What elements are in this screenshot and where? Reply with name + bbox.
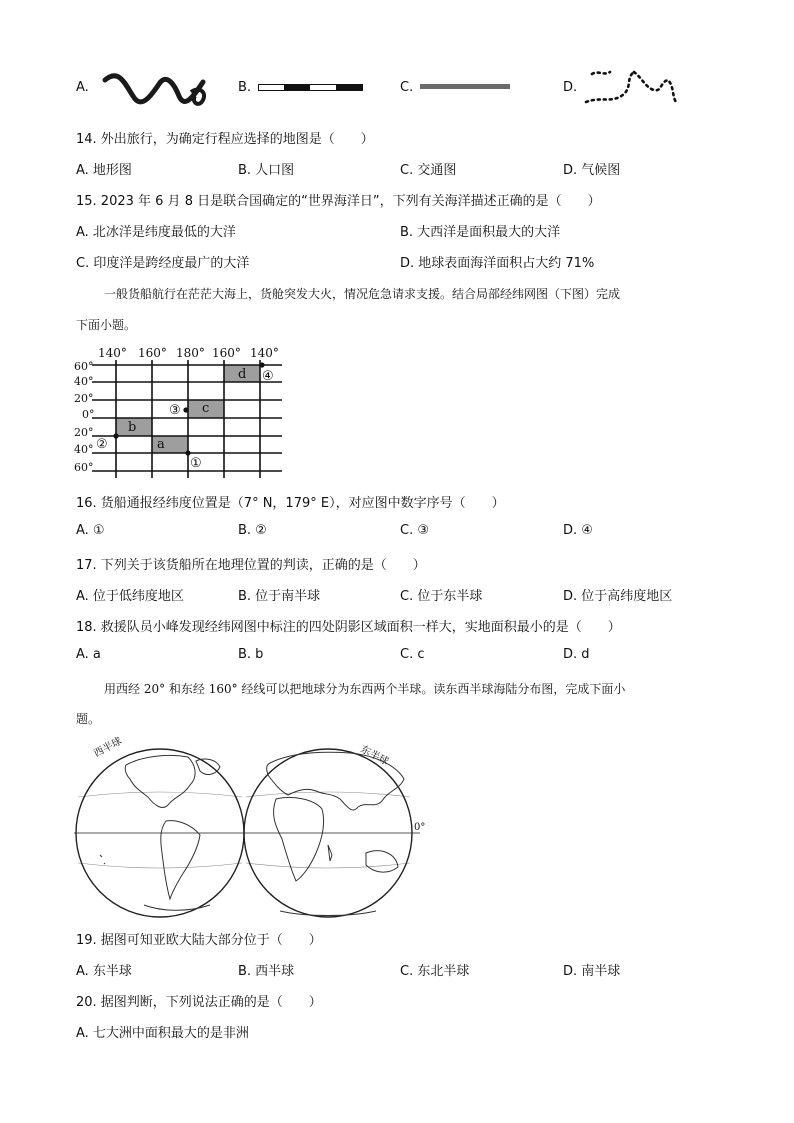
point-2: ②: [96, 437, 108, 452]
left-label-40s: 40°: [74, 443, 94, 456]
q14-stem: 14. 外出旅行，为确定行程应选择的地图是（ ）: [76, 132, 374, 147]
q19-option-c[interactable]: C. 东北半球: [400, 964, 470, 979]
q18-option-d[interactable]: D. d: [563, 647, 590, 662]
left-label-60n: 60°: [74, 360, 94, 373]
gray-bar-line-icon: [420, 83, 512, 91]
point-3: ③: [169, 403, 181, 418]
q19-option-a[interactable]: A. 东半球: [76, 964, 132, 979]
q19-option-d[interactable]: D. 南半球: [563, 964, 621, 979]
q15-option-c[interactable]: C. 印度洋是跨经度最广的大洋: [76, 256, 250, 271]
q19-option-b[interactable]: B. 西半球: [238, 964, 295, 979]
line-option-d-letter[interactable]: D.: [563, 80, 578, 95]
q16-stem: 16. 货船通报经纬度位置是（7° N，179° E），对应图中数字序号（ ）: [76, 496, 505, 511]
equator-label: 0°: [414, 822, 426, 833]
q18-option-c[interactable]: C. c: [400, 647, 425, 662]
q16-option-d[interactable]: D. ④: [563, 523, 593, 538]
west-hemisphere-label: 西半球: [92, 735, 124, 760]
left-label-0: 0°: [82, 408, 95, 421]
q17-option-c[interactable]: C. 位于东半球: [400, 589, 483, 604]
region-b-label: b: [128, 420, 137, 435]
q17-option-a[interactable]: A. 位于低纬度地区: [76, 589, 184, 604]
q17-option-d[interactable]: D. 位于高纬度地区: [563, 589, 673, 604]
q14-option-c[interactable]: C. 交通图: [400, 163, 457, 178]
q15-stem: 15. 2023 年 6 月 8 日是联合国确定的“世界海洋日”，下列有关海洋描述正确的是（ ）: [76, 194, 601, 209]
q18-option-a[interactable]: A. a: [76, 647, 101, 662]
line-option-a-letter[interactable]: A.: [76, 80, 89, 95]
q20-stem: 20. 据图判断，下列说法正确的是（ ）: [76, 995, 322, 1010]
q18-stem: 18. 救援队员小峰发现经纬网图中标注的四处阴影区域面积一样大，实地面积最小的是（ ）: [76, 620, 621, 635]
point-4: ④: [262, 369, 274, 384]
top-label-160e: 160°: [212, 346, 241, 360]
left-label-20s: 20°: [74, 426, 94, 439]
q14-option-a[interactable]: A. 地形图: [76, 163, 132, 178]
passage2-line2: 题。: [76, 712, 101, 726]
wavy-thick-line-icon: [95, 66, 215, 114]
passage2-line1: 用西经 20° 和东经 160° 经线可以把地球分为东西两个半球。读东西半球海陆分布图，完成下面小: [104, 682, 626, 696]
east-hemisphere-label: 东半球: [358, 743, 391, 768]
left-label-20n: 20°: [74, 392, 94, 405]
line-option-c-letter[interactable]: C.: [400, 80, 414, 95]
region-c-label: c: [202, 401, 210, 416]
region-a-label: a: [157, 437, 165, 452]
q16-option-a[interactable]: A. ①: [76, 523, 105, 538]
top-label-180: 180°: [176, 346, 205, 360]
q18-option-b[interactable]: B. b: [238, 647, 264, 662]
top-label-140w: 140°: [98, 346, 127, 360]
left-label-40n: 40°: [74, 375, 94, 388]
passage1-line1: 一般货船航行在茫茫大海上，货舱突发大火，情况危急请求支援。结合局部经纬网图（下图）完成: [104, 287, 621, 301]
region-d-label: d: [238, 367, 247, 382]
q17-option-b[interactable]: B. 位于南半球: [238, 589, 321, 604]
q15-option-b[interactable]: B. 大西洋是面积最大的大洋: [400, 225, 561, 240]
lat-lon-grid-map: [72, 340, 288, 482]
passage1-line2: 下面小题。: [76, 318, 137, 332]
top-label-160w: 160°: [138, 346, 167, 360]
q16-option-b[interactable]: B. ②: [238, 523, 267, 538]
q15-option-a[interactable]: A. 北冰洋是纬度最低的大洋: [76, 225, 236, 240]
point-1: ①: [190, 456, 202, 471]
line-option-b-letter[interactable]: B.: [238, 80, 252, 95]
q16-option-c[interactable]: C. ③: [400, 523, 429, 538]
q14-option-b[interactable]: B. 人口图: [238, 163, 295, 178]
q19-stem: 19. 据图可知亚欧大陆大部分位于（ ）: [76, 933, 322, 948]
top-label-140e: 140°: [250, 346, 279, 360]
q15-option-d[interactable]: D. 地球表面海洋面积占大约 71%: [400, 256, 595, 271]
hemispheres-map: [70, 735, 430, 925]
railway-line-icon: [258, 83, 364, 93]
q17-stem: 17. 下列关于该货船所在地理位置的判读，正确的是（ ）: [76, 558, 426, 573]
left-label-60s: 60°: [74, 461, 94, 474]
dotted-line-icon: [582, 66, 682, 110]
q20-option-a[interactable]: A. 七大洲中面积最大的是非洲: [76, 1026, 249, 1041]
q14-option-d[interactable]: D. 气候图: [563, 163, 621, 178]
